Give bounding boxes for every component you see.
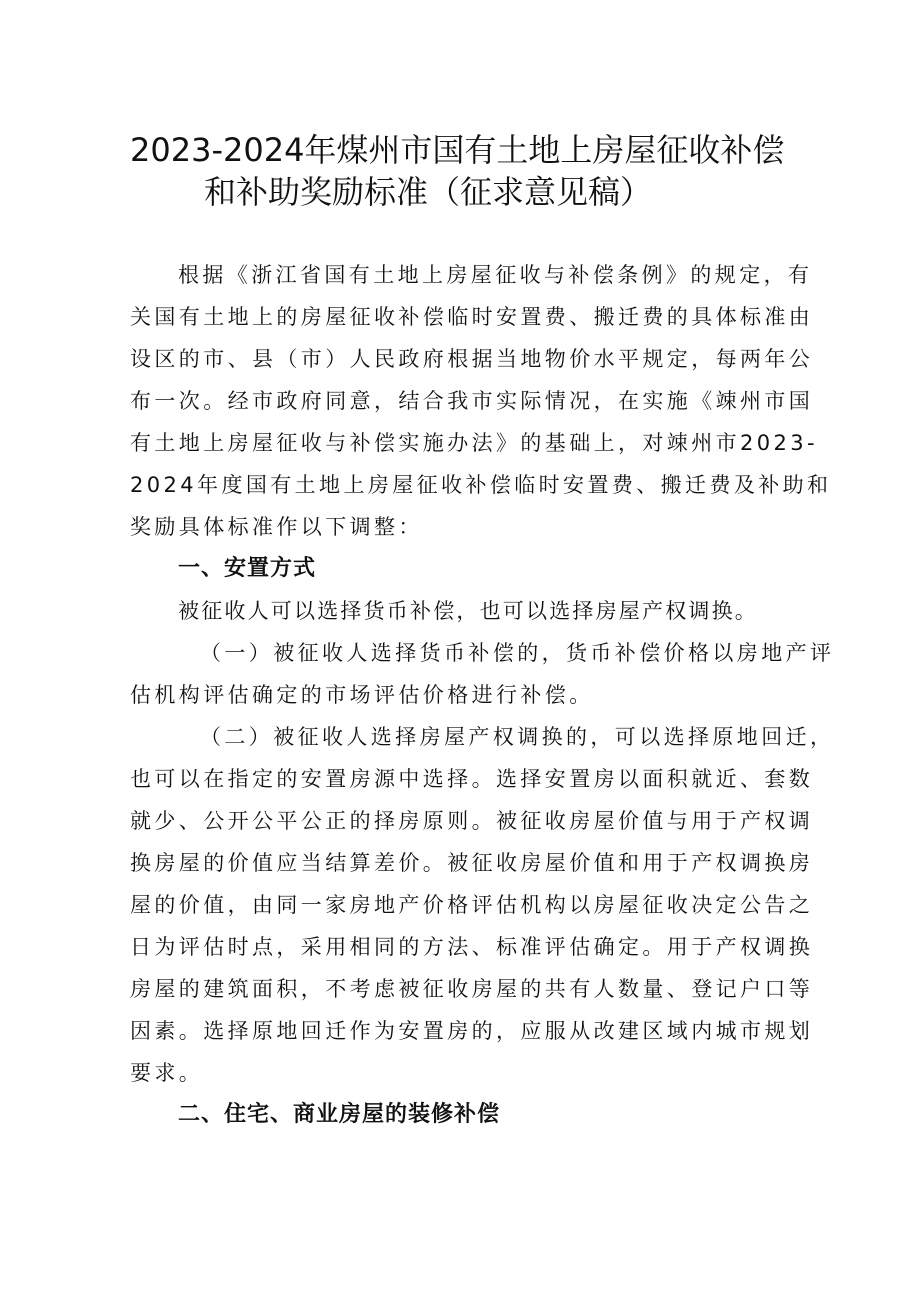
- section-1-item-2-line: 换房屋的价值应当结算差价。被征收房屋价值和用于产权调换房: [130, 851, 814, 875]
- section-1-item-2-line: 房屋的建筑面积，不考虑被征收房屋的共有人数量、登记户口等: [130, 977, 814, 1001]
- document-title-line-2: 和补助奖励标准（征求意见稿）: [204, 173, 653, 211]
- section-1-item-2-line: 屋的价值，由同一家房地产价格评估机构以房屋征收决定公告之: [130, 893, 814, 917]
- intro-line: 有土地上房屋征收与补偿实施办法》的基础上，对竦州市2023-: [130, 431, 819, 455]
- intro-line: 根据《浙江省国有土地上房屋征收与补偿条例》的规定，有: [178, 263, 813, 287]
- document-title-line-1: 2023-2024年煤州市国有土地上房屋征收补偿: [130, 131, 785, 169]
- section-1-intro: 被征收人可以选择货币补偿，也可以选择房屋产权调换。: [178, 599, 758, 623]
- section-1-heading: 一、安置方式: [178, 556, 317, 581]
- section-1-item-2-line: 要求。: [130, 1061, 204, 1085]
- intro-line: 设区的市、县（市）人民政府根据当地物价水平规定，每两年公: [130, 347, 814, 371]
- intro-line: 2024年度国有土地上房屋征收补偿临时安置费、搬迁费及补助和: [130, 473, 832, 497]
- section-1-item-2-line: 因素。选择原地回迁作为安置房的，应服从改建区域内城市规划: [130, 1019, 814, 1043]
- section-2-heading: 二、住宅、商业房屋的装修补偿: [178, 1102, 501, 1127]
- section-1-item-2-line: 日为评估时点，采用相同的方法、标准评估确定。用于产权调换: [130, 935, 814, 959]
- intro-line: 奖励具体标准作以下调整：: [130, 515, 423, 539]
- section-1-item-1-line: 估机构评估确定的市场评估价格进行补偿。: [130, 683, 594, 707]
- section-1-item-2-line: 也可以在指定的安置房源中选择。选择安置房以面积就近、套数: [130, 767, 814, 791]
- intro-line: 关国有土地上的房屋征收补偿临时安置费、搬迁费的具体标准由: [130, 305, 814, 329]
- intro-line: 布一次。经市政府同意，结合我市实际情况，在实施《竦州市国: [130, 389, 814, 413]
- section-1-item-1-line: （一）被征收人选择货币补偿的，货币补偿价格以房地产评: [200, 641, 835, 665]
- section-1-item-2-line: （二）被征收人选择房屋产权调换的，可以选择原地回迁，: [200, 725, 835, 749]
- section-1-item-2-line: 就少、公开公平公正的择房原则。被征收房屋价值与用于产权调: [130, 809, 814, 833]
